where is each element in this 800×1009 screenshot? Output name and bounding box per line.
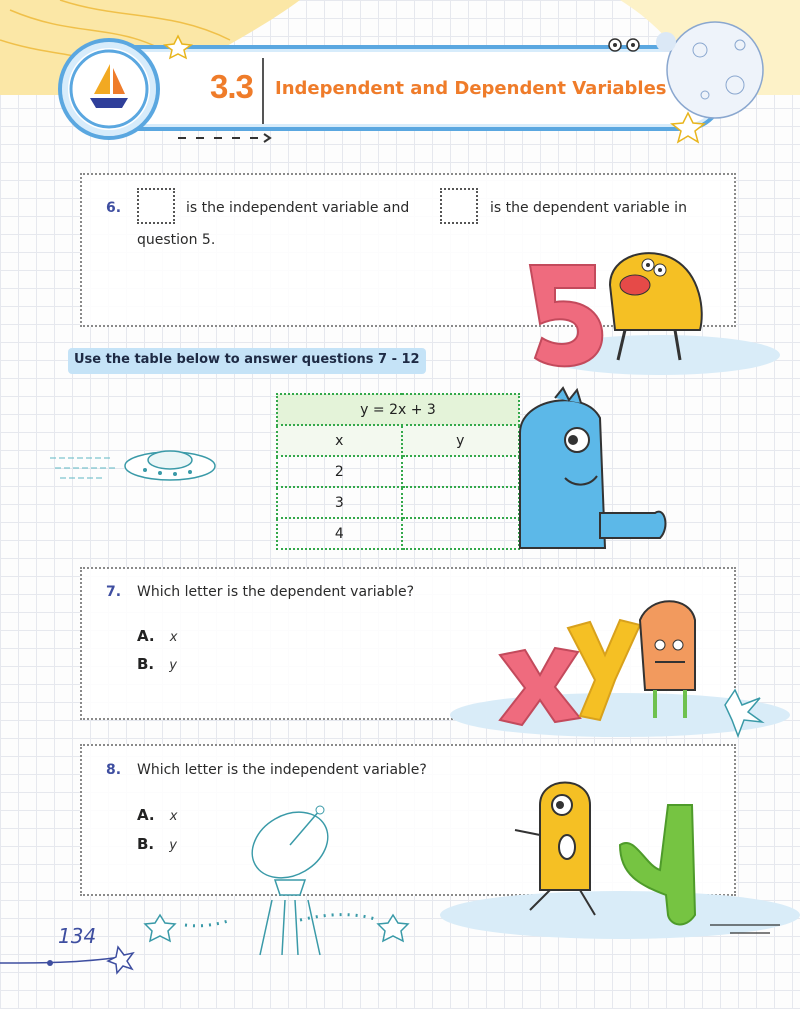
table-cell-x: 2 — [277, 456, 402, 487]
question-6-text-part2: is the dependent variable in — [490, 200, 687, 216]
table-cell-y[interactable] — [402, 456, 519, 487]
independent-answer-box[interactable] — [137, 188, 175, 224]
star-icon — [378, 915, 408, 941]
eyes-icon — [609, 39, 639, 51]
xy-monster — [450, 590, 780, 740]
table-header-x: x — [277, 425, 402, 456]
table-cell-y[interactable] — [402, 518, 519, 549]
table-equation: y = 2x + 3 — [277, 394, 519, 425]
table-row — [277, 518, 519, 549]
question-6-number: 6. — [106, 200, 122, 216]
table-cell-x: 4 — [277, 518, 402, 549]
star-icon — [165, 36, 191, 58]
table-header-y: y — [402, 425, 519, 456]
y-monster — [420, 775, 790, 925]
table-header-row — [277, 425, 519, 456]
values-table — [276, 393, 520, 550]
question-7-option-b[interactable] — [137, 654, 177, 673]
question-6-text-part1: is the independent variable and — [186, 200, 410, 216]
table-row — [277, 487, 519, 518]
question-8-option-a[interactable] — [137, 805, 177, 824]
question-8-number: 8. — [106, 762, 122, 778]
sparkle-icon — [108, 947, 133, 973]
option-value: y — [169, 658, 177, 673]
table-instruction: Use the table below to answer questions 7 - 12 — [68, 348, 426, 374]
ufo-icon — [50, 438, 220, 498]
option-letter: B. — [137, 655, 155, 673]
table-equation-row — [277, 394, 519, 425]
question-7-option-a[interactable] — [137, 626, 177, 645]
dash-marks-decoration — [178, 134, 270, 142]
option-value: x — [169, 630, 178, 645]
table-cell-y[interactable] — [402, 487, 519, 518]
moon-icon — [656, 22, 763, 118]
header-decorations — [0, 0, 800, 160]
option-letter: B. — [137, 835, 155, 853]
page-number: 134 — [58, 924, 97, 948]
question-6-text-part3: question 5. — [137, 232, 216, 248]
sparkle-star-icon — [672, 113, 704, 142]
footer-decorations — [0, 905, 800, 985]
blue-monster — [515, 388, 675, 553]
option-value: y — [169, 838, 177, 853]
question-8-text: Which letter is the independent variable? — [137, 762, 427, 778]
table-cell-x: 3 — [277, 487, 402, 518]
option-value: x — [169, 809, 178, 824]
question-8-option-b[interactable] — [137, 834, 177, 853]
table-row — [277, 456, 519, 487]
star-icon — [145, 915, 175, 941]
dependent-answer-box[interactable] — [440, 188, 478, 224]
section-title: Independent and Dependent Variables — [275, 78, 667, 99]
question-7-text: Which letter is the dependent variable? — [137, 584, 415, 600]
section-number: 3.3 — [210, 68, 253, 105]
question-7-number: 7. — [106, 584, 122, 600]
number-five-monster — [500, 240, 780, 370]
option-letter: A. — [137, 627, 155, 645]
option-letter: A. — [137, 806, 155, 824]
